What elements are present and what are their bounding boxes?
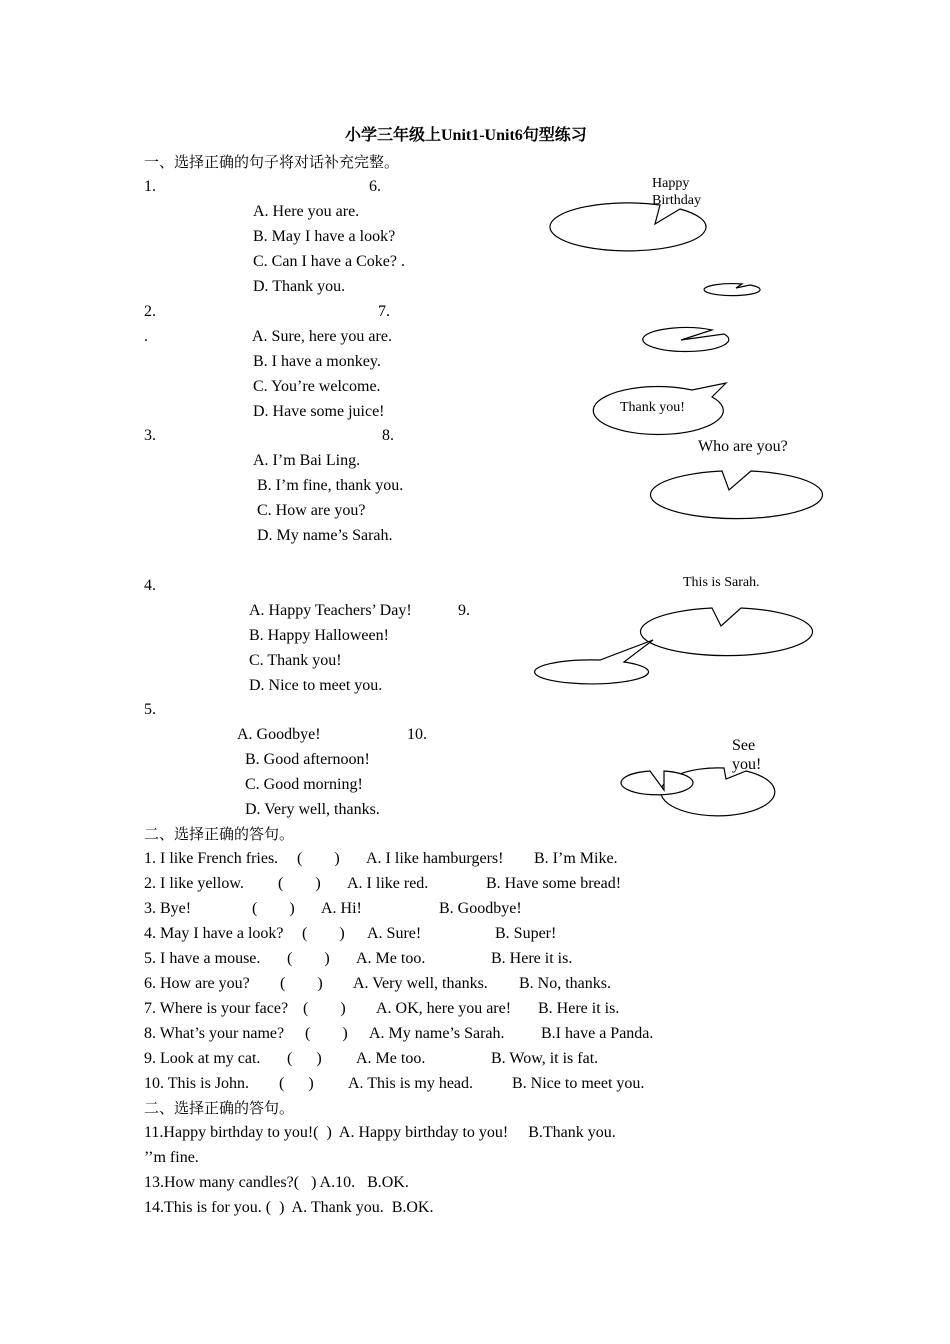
- bubble-empty-2: [535, 640, 653, 684]
- option-text: D. Nice to meet you.: [249, 677, 383, 694]
- option-text: C. How are you?: [257, 502, 366, 519]
- option-text: B. Happy Halloween!: [249, 627, 389, 644]
- question-line: 11.Happy birthday to you!( ) A. Happy birthday to you! B.Thank you.: [144, 1124, 616, 1141]
- answer-blank[interactable]: ( ): [252, 900, 295, 917]
- answer-blank[interactable]: ( ): [287, 1050, 322, 1067]
- option-text: D. Thank you.: [253, 278, 346, 295]
- bubble-text-you: you!: [732, 756, 762, 773]
- option-text: A. Goodbye!: [237, 726, 321, 743]
- question-text: 6. How are you?: [144, 975, 250, 992]
- option-text: B. Good afternoon!: [245, 751, 370, 768]
- choice-a: A. I like hamburgers!: [366, 850, 504, 867]
- choice-a: A. Me too.: [356, 950, 426, 967]
- question-line: 13.How many candles?( ) A.10. B.OK.: [144, 1174, 409, 1191]
- question-text: 10. This is John.: [144, 1075, 250, 1092]
- choice-b: B.I have a Panda.: [541, 1025, 654, 1042]
- question-line: 14.This is for you. ( ) A. Thank you. B.OK.: [144, 1199, 434, 1216]
- page-title: 小学三年级上Unit1-Unit6句型练习: [345, 127, 587, 144]
- q9-number: 9.: [458, 602, 470, 619]
- question-text: 5. I have a mouse.: [144, 950, 261, 967]
- answer-blank[interactable]: ( ): [280, 975, 323, 992]
- choice-a: A. Hi!: [321, 900, 362, 917]
- answer-blank[interactable]: ( ): [287, 950, 330, 967]
- answer-blank[interactable]: ( ): [297, 850, 340, 867]
- option-text: A. Sure, here you are.: [252, 328, 392, 345]
- bubble-text-see: See: [732, 737, 756, 754]
- question-text: 3. Bye!: [144, 900, 192, 917]
- option-text: A. I’m Bai Ling.: [253, 452, 361, 469]
- bubble-text-who-are-you: Who are you?: [698, 438, 788, 455]
- section2-heading: 二、选择正确的答句。: [144, 825, 295, 843]
- option-text: D. Very well, thanks.: [245, 801, 380, 818]
- q1-number: 1.: [144, 178, 156, 195]
- choice-b: B. Super!: [495, 925, 557, 942]
- choice-a: A. Me too.: [356, 1050, 426, 1067]
- question-text: 8. What’s your name?: [144, 1025, 285, 1042]
- option-text: C. Thank you!: [249, 652, 342, 669]
- choice-a: A. Sure!: [367, 925, 422, 942]
- bubble-text-happy: Happy: [652, 176, 690, 191]
- q4-number: 4.: [144, 577, 156, 594]
- option-text: C. Good morning!: [245, 776, 363, 793]
- section3-heading: 二、选择正确的答句。: [144, 1099, 295, 1117]
- choice-b: B. Here it is.: [538, 1000, 620, 1017]
- q2-number: 2.: [144, 303, 156, 320]
- section1-heading: 一、选择正确的句子将对话补充完整。: [144, 153, 400, 171]
- choice-b: B. Here it is.: [491, 950, 573, 967]
- choice-b: B. Wow, it is fat.: [491, 1050, 599, 1067]
- bubble-empty-1: [643, 328, 729, 352]
- choice-b: B. Nice to meet you.: [512, 1075, 645, 1092]
- option-text: B. I’m fine, thank you.: [257, 477, 404, 494]
- choice-b: B. I’m Mike.: [534, 850, 618, 867]
- bubble-who-are-you: [651, 471, 823, 519]
- question-text: 2. I like yellow.: [144, 875, 244, 892]
- question-text: 4. May I have a look?: [144, 925, 284, 942]
- bubble-this-is-sarah: [640, 608, 812, 656]
- option-text: C. You’re welcome.: [253, 378, 381, 395]
- choice-a: A. Very well, thanks.: [353, 975, 488, 992]
- q7-number: 7.: [378, 303, 390, 320]
- bubble-tiny: [704, 284, 760, 296]
- option-text: D. Have some juice!: [253, 403, 385, 420]
- q8-number: 8.: [382, 427, 394, 444]
- bubble-empty-3: [621, 771, 693, 795]
- answer-blank[interactable]: ( ): [303, 1000, 346, 1017]
- question-text: 1. I like French fries.: [144, 850, 279, 867]
- option-text: B. May I have a look?: [253, 228, 396, 245]
- answer-blank[interactable]: ( ): [278, 875, 321, 892]
- answer-blank[interactable]: ( ): [279, 1075, 314, 1092]
- choice-b: B. No, thanks.: [519, 975, 611, 992]
- q10-number: 10.: [407, 726, 427, 743]
- bubble-text-this-is-sarah: This is Sarah.: [683, 575, 760, 590]
- choice-a: A. This is my head.: [348, 1075, 474, 1092]
- choice-a: A. I like red.: [347, 875, 429, 892]
- question-text: 9. Look at my cat.: [144, 1050, 261, 1067]
- question-line: ’’m fine.: [144, 1149, 199, 1166]
- choice-a: A. My name’s Sarah.: [369, 1025, 505, 1042]
- option-text: C. Can I have a Coke? .: [253, 253, 405, 270]
- question-text: 7. Where is your face?: [144, 1000, 289, 1017]
- answer-blank[interactable]: ( ): [305, 1025, 348, 1042]
- option-text: A. Happy Teachers’ Day!: [249, 602, 412, 619]
- option-text: B. I have a monkey.: [253, 353, 381, 370]
- option-text: A. Here you are.: [253, 203, 360, 220]
- bubble-text-thank-you: Thank you!: [620, 400, 685, 415]
- option-text: D. My name’s Sarah.: [257, 527, 393, 544]
- q6-number: 6.: [369, 178, 381, 195]
- q3-number: 3.: [144, 427, 156, 444]
- choice-b: B. Goodbye!: [439, 900, 522, 917]
- q5-number: 5.: [144, 701, 156, 718]
- stray-dot: .: [144, 328, 148, 345]
- choice-b: B. Have some bread!: [486, 875, 622, 892]
- bubble-happy-birthday: [550, 203, 706, 251]
- choice-a: A. OK, here you are!: [376, 1000, 512, 1017]
- answer-blank[interactable]: ( ): [302, 925, 345, 942]
- bubble-text-birthday: Birthday: [652, 193, 701, 208]
